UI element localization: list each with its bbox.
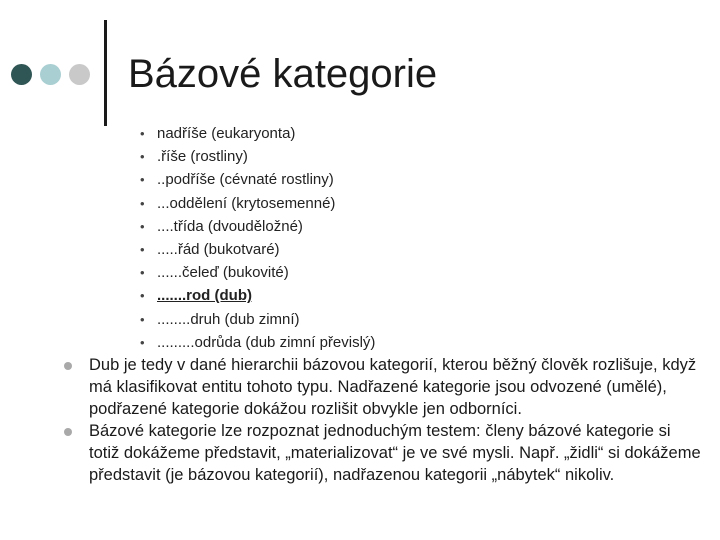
bullet-icon: • (140, 195, 145, 211)
hierarchy-item: • ..podříše (cévnaté rostliny) (140, 168, 375, 191)
bullet-icon: • (140, 241, 145, 257)
hierarchy-item: • nadříše (eukaryonta) (140, 122, 375, 145)
bullet-icon: • (140, 172, 145, 188)
taxonomy-hierarchy-list (140, 122, 375, 354)
bullet-icon: • (140, 334, 145, 350)
bullet-icon: • (140, 288, 145, 304)
hierarchy-item: • ......čeleď (bukovité) (140, 261, 375, 284)
bullet-icon (64, 428, 72, 436)
title-decoration-dots (0, 64, 110, 86)
hierarchy-item: • ........druh (dub zimní) (140, 308, 375, 331)
hierarchy-item-emphasized: • .......rod (dub) (140, 284, 375, 307)
bullet-icon (64, 362, 72, 370)
slide-title: Bázové kategorie (128, 52, 438, 96)
decor-dot-gray (69, 64, 90, 85)
hierarchy-item: • ...oddělení (krytosemenné) (140, 192, 375, 215)
decor-dot-light (40, 64, 61, 85)
main-bullet-item: Dub je tedy v dané hierarchii bázovou kategorií, kterou běžný člověk rozlišuje, když má klasifikovat entitu tohoto typu. Nadřazené kategorie jsou odvozené (umělé), podřazené kategorie dokážou rozlišit obvykle jen odborníci. (62, 354, 702, 420)
bullet-icon: • (140, 311, 145, 327)
bullet-icon: • (140, 218, 145, 234)
main-bullet-item: Bázové kategorie lze rozpoznat jednoduchým testem: členy bázové kategorie si totiž dokážeme představit, „materializovat“ je ve své mysli. Např. „židli“ si dokážeme představit (je bázovou kategorií), nadřazenou kategorii „nábytek“ nikoliv. (62, 420, 702, 486)
bullet-icon: • (140, 265, 145, 281)
hierarchy-item: • ....třída (dvouděložné) (140, 215, 375, 238)
bullet-icon: • (140, 149, 145, 165)
title-divider-line (104, 20, 107, 126)
hierarchy-item: • .....řád (bukotvaré) (140, 238, 375, 261)
decor-dot-dark (11, 64, 32, 85)
hierarchy-item: • .říše (rostliny) (140, 145, 375, 168)
bullet-icon: • (140, 126, 145, 141)
main-bullet-list (62, 354, 702, 486)
hierarchy-item: • .........odrůda (dub zimní převislý) (140, 331, 375, 354)
